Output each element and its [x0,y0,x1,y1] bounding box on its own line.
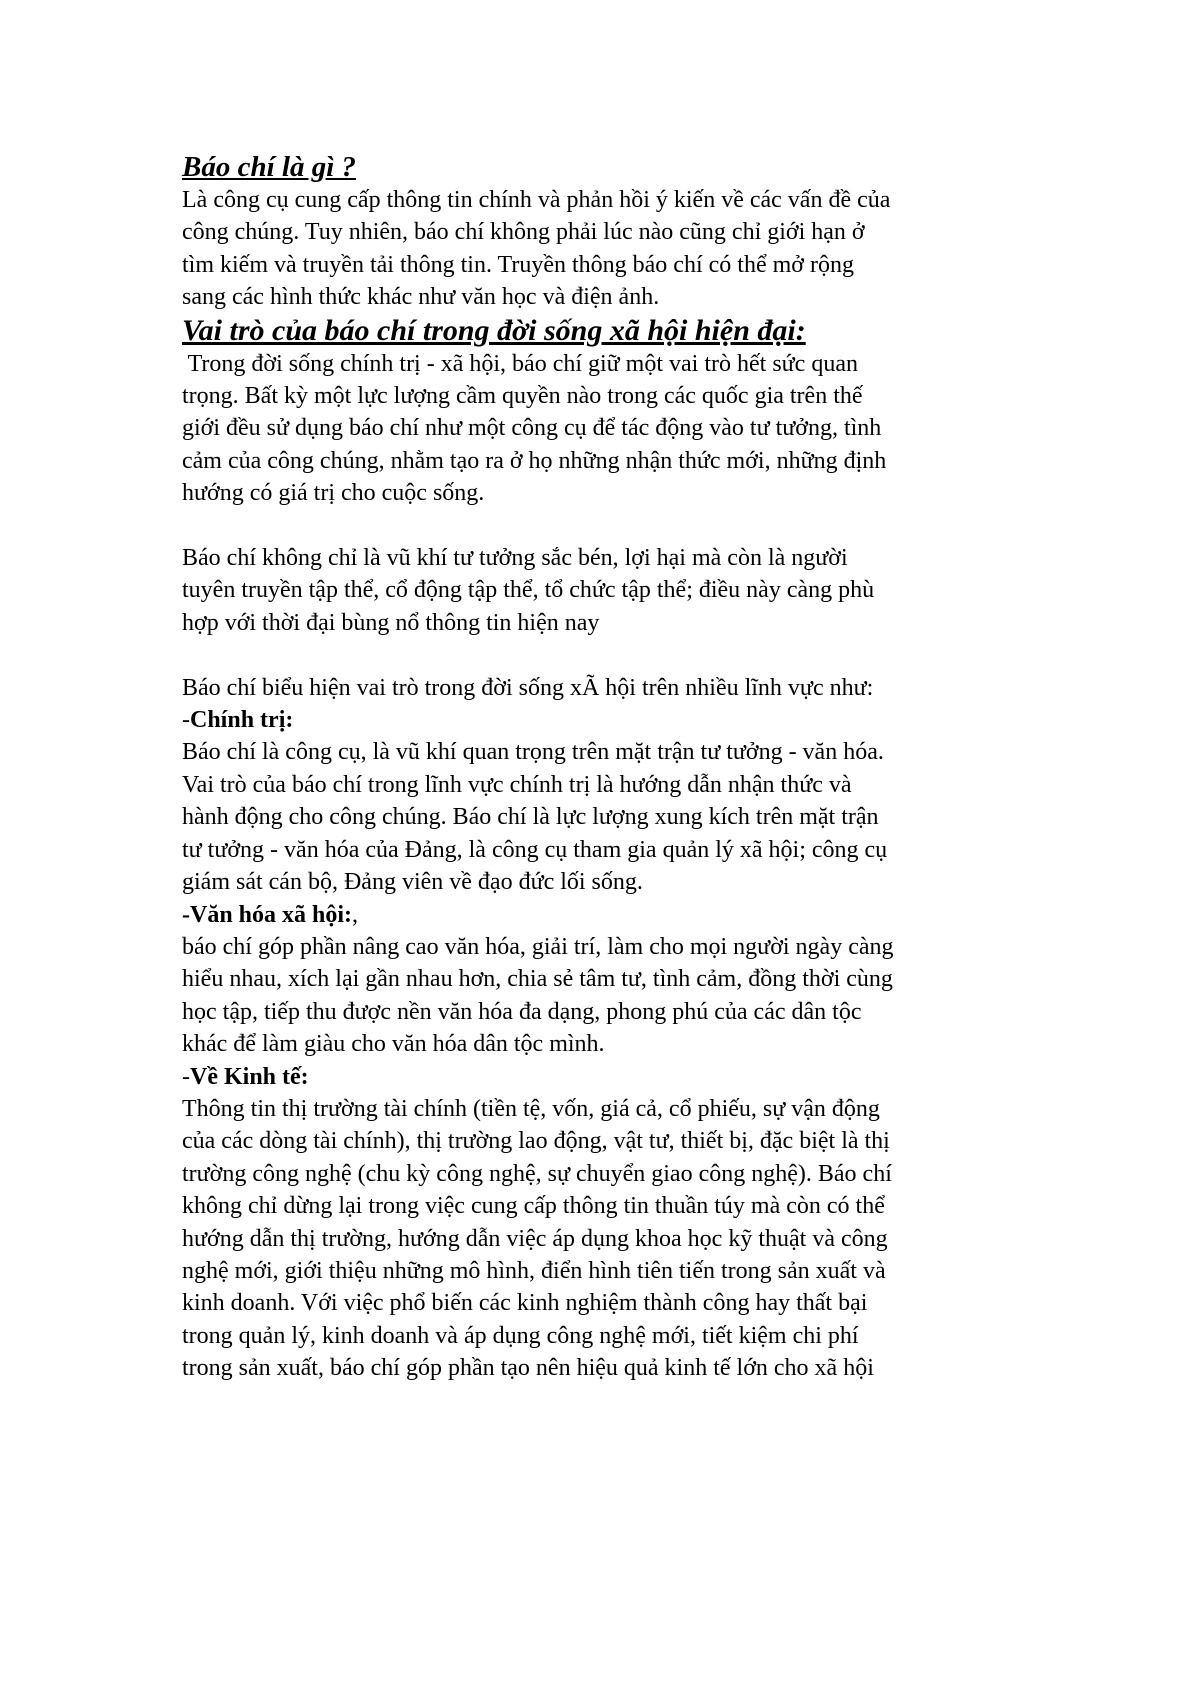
section-economy [182,1061,1072,1385]
section-heading-economy [182,1061,1072,1093]
heading-dash: - [182,707,190,734]
text-line: hiểu nhau, xích lại gần nhau hơn, chia sẻ tâm tư, tình cảm, đồng thời cùng [182,966,893,993]
text-line: trong sản xuất, báo chí góp phần tạo nên hiệu quả kinh tế lớn cho xã hội [182,1355,874,1382]
text-line: không chỉ dừng lại trong việc cung cấp thông tin thuần túy mà còn có thể [182,1193,885,1220]
text-line: nghệ mới, giới thiệu những mô hình, điển hình tiên tiến trong sản xuất và [182,1257,886,1284]
text-line: tìm kiếm và truyền tải thông tin. Truyền thông báo chí có thể mở rộng [182,251,854,278]
text-line: của các dòng tài chính), thị trường lao động, vật tư, thiết bị, đặc biệt là thị [182,1128,890,1155]
text-line: hành động cho công chúng. Báo chí là lực lượng xung kích trên mặt trận [182,804,879,831]
section-label-culture: -Văn hóa xã hội: [182,901,353,928]
section-heading-culture [182,899,1072,931]
text-line: giới đều sử dụng báo chí như một công cụ để tác động vào tư tưởng, tình [182,415,882,442]
heading-role-of-press: Vai trò của báo chí trong đời sống xã hội hiện đại: [182,313,806,347]
text-line: tuyên truyền tập thể, cổ động tập thể, tổ chức tập thể; điều này càng phù [182,577,875,604]
text-line: học tập, tiếp thu được nền văn hóa đa dạng, phong phú của các dân tộc [182,998,862,1025]
text-line: công chúng. Tuy nhiên, báo chí không phải lúc nào cũng chỉ giới hạn ở [182,219,865,246]
text-line: trọng. Bất kỳ một lực lượng cầm quyền nào trong các quốc gia trên thế [182,383,863,410]
text-line: hướng dẫn thị trường, hướng dẫn việc áp dụng khoa học kỹ thuật và công [182,1225,888,1252]
paragraph-gap [182,510,1072,542]
document-page [182,150,1072,1385]
section-politics [182,704,1072,898]
text-line: tư tưởng - văn hóa của Đảng, là công cụ tham gia quản lý xã hội; công cụ [182,836,888,863]
text-line: khác để làm giàu cho văn hóa dân tộc mình. [182,1031,605,1058]
text-line: Trong đời sống chính trị - xã hội, báo chí giữ một vai trò hết sức quan [182,350,858,377]
text-line: hợp với thời đại bùng nổ thông tin hiện nay [182,609,600,636]
text-line: cảm của công chúng, nhằm tạo ra ở họ những nhận thức mới, những định [182,447,887,474]
paragraph-fields-intro: Báo chí biểu hiện vai trò trong đời sống xÃ hội trên nhiều lĩnh vực như: [182,674,874,701]
text-line: Là công cụ cung cấp thông tin chính và phản hồi ý kiến về các vấn đề của [182,187,891,213]
section-heading-politics [182,704,1072,736]
paragraph-definition [182,184,1072,314]
section-culture [182,899,1072,1061]
text-line: trong quản lý, kinh doanh và áp dụng công nghệ mới, tiết kiệm chi phí [182,1322,859,1349]
heading-dash: - [182,1063,190,1090]
text-line: trường công nghệ (chu kỳ công nghệ, sự chuyển giao công nghệ). Báo chí [182,1160,892,1187]
text-line: báo chí góp phần nâng cao văn hóa, giải trí, làm cho mọi người ngày càng [182,933,894,960]
text-line: Thông tin thị trường tài chính (tiền tệ, vốn, giá cả, cổ phiếu, sự vận động [182,1095,880,1122]
text-line: Báo chí là công cụ, là vũ khí quan trọng trên mặt trận tư tưởng - văn hóa. [182,739,884,766]
heading-what-is-press: Báo chí là gì ? [182,151,357,183]
text-line: sang các hình thức khác như văn học và điện ảnh. [182,284,660,311]
paragraph-gap [182,639,1072,671]
paragraph-political-social-life [182,348,1072,510]
text-line: hướng có giá trị cho cuộc sống. [182,480,485,507]
heading-suffix: , [352,901,359,928]
text-line: Báo chí không chỉ là vũ khí tư tưởng sắc bén, lợi hại mà còn là người [182,545,848,572]
text-line: giám sát cán bộ, Đảng viên về đạo đức lối sống. [182,869,643,896]
text-line: Vai trò của báo chí trong lĩnh vực chính trị là hướng dẫn nhận thức và [182,771,852,798]
section-label-politics: Chính trị: [190,707,294,734]
paragraph-ideological-weapon [182,542,1072,639]
text-line: kinh doanh. Với việc phổ biến các kinh nghiệm thành công hay thất bại [182,1290,868,1317]
section-label-economy: Về Kinh tế: [190,1063,309,1090]
